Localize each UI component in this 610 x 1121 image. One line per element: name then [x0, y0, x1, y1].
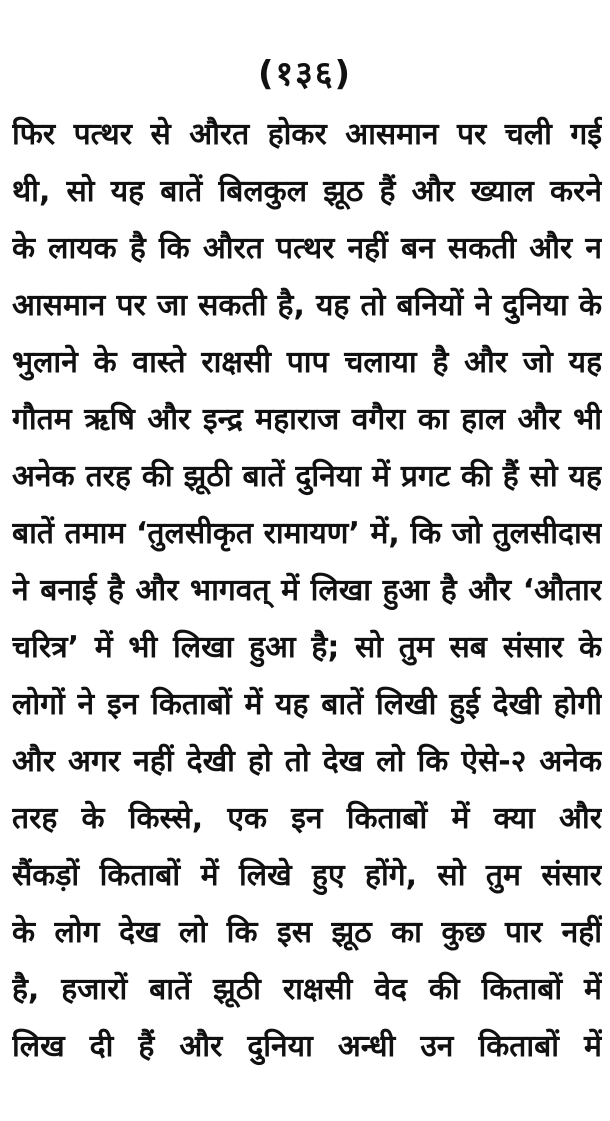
text-line: लोगों ने इन किताबों में यह बातें लिखी हुई देखी होगी	[12, 687, 602, 722]
text-line: के लोग देख लो कि इस झूठ का कुछ पार नहीं	[12, 915, 602, 950]
text-line: बातें तमाम ‘तुलसीकृत रामायण’ में, कि जो तुलसीदास	[12, 516, 602, 551]
text-line: थी, सो यह बातें बिलकुल झूठ हैं और ख्याल करने	[12, 174, 602, 209]
text-line: फिर पत्थर से औरत होकर आसमान पर चली गई	[12, 117, 602, 152]
text-line: भुलाने के वास्ते राक्षसी पाप चलाया है और जो यह	[12, 345, 602, 380]
text-line: आसमान पर जा सकती है, यह तो बनियों ने दुनिया के	[12, 288, 602, 323]
text-line: सैंकड़ों किताबों में लिखे हुए होंगे, सो तुम संसार	[12, 858, 602, 893]
page-number: (१३६)	[257, 54, 353, 94]
text-line: के लायक है कि औरत पत्थर नहीं बन सकती और न	[12, 231, 602, 266]
text-line: और अगर नहीं देखी हो तो देख लो कि ऐसे-२ अनेक	[12, 744, 602, 779]
text-line: तरह के किस्से, एक इन किताबों में क्या और	[12, 801, 602, 836]
text-line: ने बनाई है और भागवत् में लिखा हुआ है और ‘औतार	[12, 573, 602, 608]
text-line: चरित्र’ में भी लिखा हुआ है; सो तुम सब संसार के	[12, 630, 602, 665]
body-text	[12, 106, 602, 1075]
text-line: गौतम ऋषि और इन्द्र महाराज वगैरा का हाल और भी	[12, 402, 602, 437]
text-line: लिख दी हैं और दुनिया अन्धी उन किताबों में	[12, 1029, 602, 1064]
text-line: अनेक तरह की झूठी बातें दुनिया में प्रगट की हैं सो यह	[12, 459, 602, 494]
text-line: है, हजारों बातें झूठी राक्षसी वेद की किताबों में	[12, 972, 602, 1007]
